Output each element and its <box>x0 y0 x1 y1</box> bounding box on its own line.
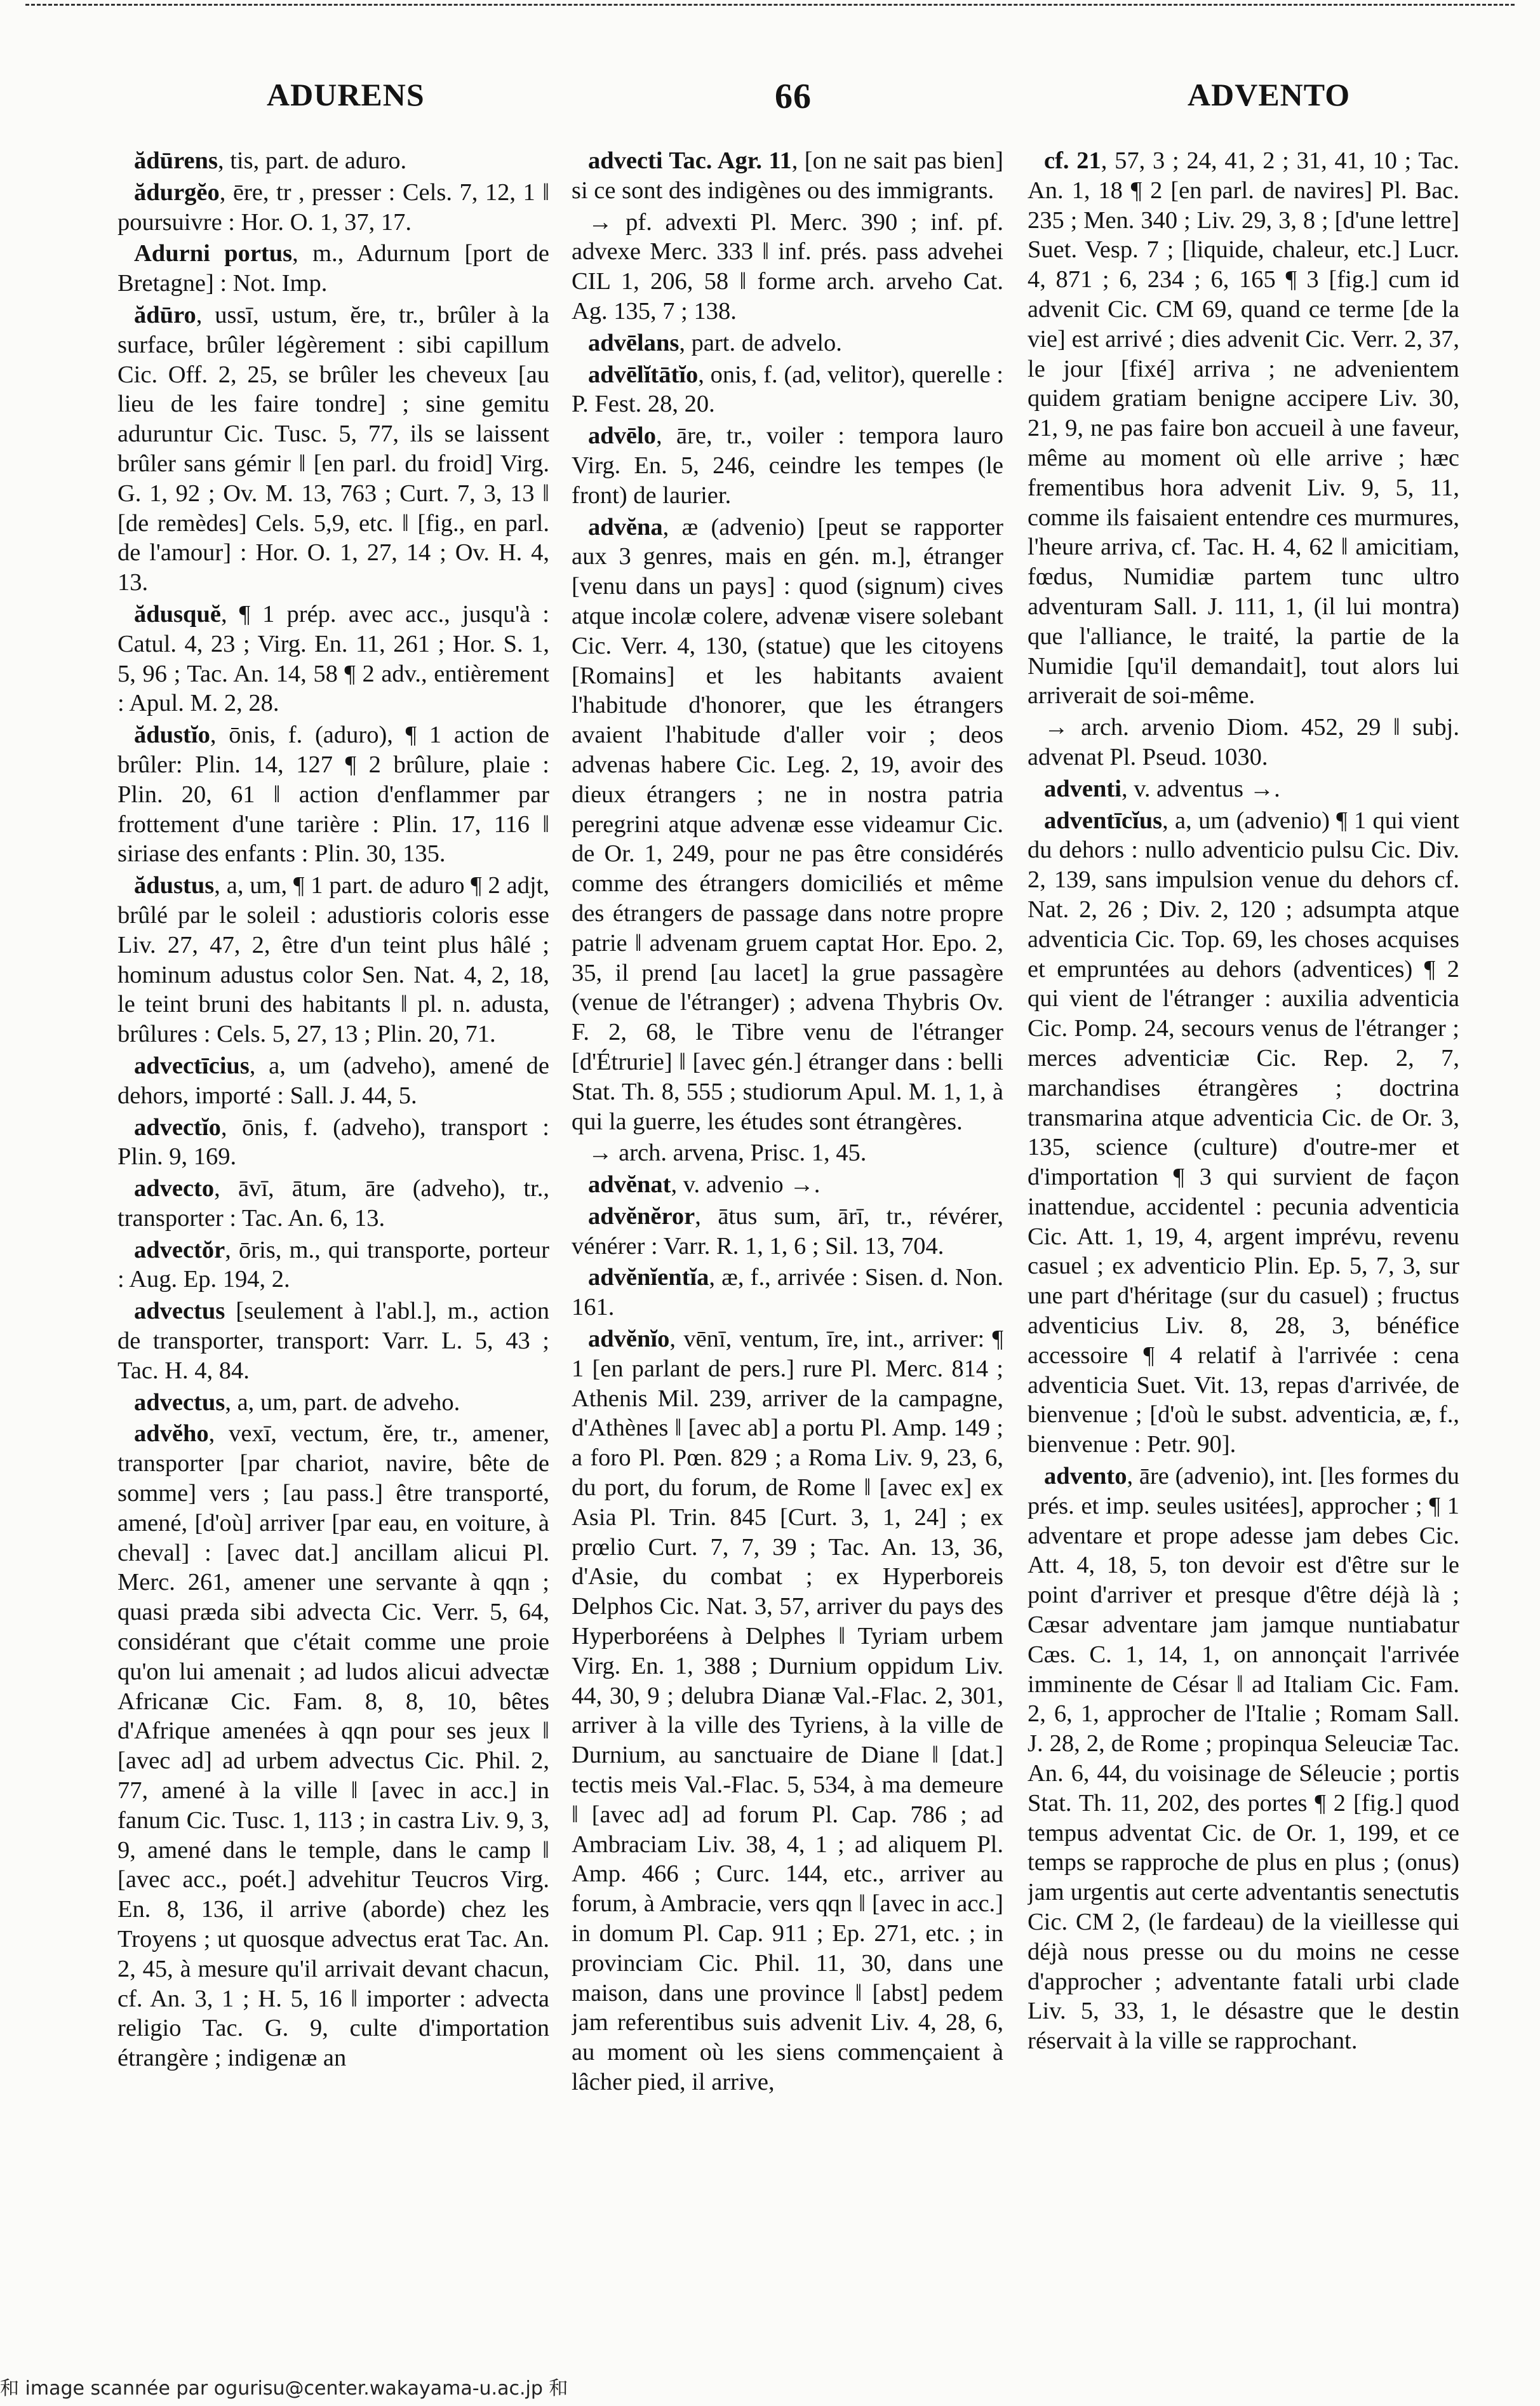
entry-headword: ădustus <box>134 872 215 899</box>
page-top-rule <box>25 4 1515 8</box>
entry-headword: ădūro <box>134 301 196 328</box>
dictionary-entry: advectīcius, a, um (adveho), amené de dehors, importé : Sall. J. 44, 5. <box>117 1052 549 1109</box>
dictionary-entry: advĕnat, v. advenio →. <box>588 1171 820 1199</box>
dictionary-entry: advēlans, part. de advelo. <box>588 329 842 356</box>
entry-headword: ădūrens <box>134 147 218 174</box>
entry-headword: advēlans <box>588 329 680 356</box>
dictionary-entry: advĕnĕror, ātus sum, ārī, tr., révérer, vénérer : Varr. R. 1, 1, 6 ; Sil. 13, 704. <box>572 1202 1003 1260</box>
entry-headword: advento <box>1044 1463 1127 1490</box>
dictionary-entry: advĕna, æ (advenio) [peut se rapporter aux 3 genres, mais en gén. m.], étranger [venu dans un pays] : quod (signum) cives atque incolæ colere, advenæ visere solebant Cic. Verr. 4, 130, (statue) que les citoyens [Romains] et les habitants avaient l'habitude d'honorer, que les étrangers avaient l'habitude d'aller voir ; deos advenas habere Cic. Leg. 2, 19, avoir des dieux étrangers ; ne in nostra patria peregrini atque advenæ esse videamur Cic. de Or. 1, 249, pour ne pas être considérés comme des étrangers domiciliés et même des étrangers de passage dans notre propre patrie ‖ advenam gruem captat Hor. Epo. 2, 35, il prend [au lacet] la grue passagère (venue de l'étranger) ; advena Thybris Ov. F. 2, 68, le Tibre venu de l'étranger [d'Étrurie] ‖ [avec gén.] étranger dans : belli Stat. Th. 8, 555 ; studiorum Apul. M. 1, 1, à qui la guerre, les études sont étrangères. <box>572 513 1003 1135</box>
dictionary-entry: cf. 21, 57, 3 ; 24, 41, 2 ; 31, 41, 10 ; Tac. An. 1, 18 ¶ 2 [en parl. de navires] Pl. Bac. 235 ; Men. 340 ; Liv. 29, 3, 8 ; [d'une lettre] Suet. Vesp. 7 ; [liquide, chaleur, etc.] Lucr. 4, 871 ; 6, 234 ; 6, 165 ¶ 3 [fig.] cum id advenit Cic. CM 69, quand ce terme [de la vie] est arrivé ; dies advenit Cic. Verr. 2, 37, le jour [fixé] arriva ; ne advenientem quidem gratiam benigne accipere Liv. 30, 21, 9, ne pas faire bon accueil à une faveur, même au moment où elle arrive ; hæc frementibus hora advenit Liv. 9, 5, 11, comme ils faisaient entendre ces murmures, l'heure arriva, cf. Tac. H. 4, 62 ‖ amicitiam, fœdus, Numidiæ partem tunc ultro adventuram Sall. J. 111, 1, (il lui montra) que l'alliance, le traité, la partie de la Numidie [qu'il demandait], tout alors lui arriverait de soi-même. <box>1028 147 1459 709</box>
entry-headword: advecti Tac. Agr. 11 <box>588 147 792 174</box>
scan-credit: 和 image scannée par ogurisu@center.wakayama-u.ac.jp 和 <box>0 2377 568 2400</box>
entry-headword: advĕna <box>588 513 663 541</box>
entry-headword: ădusquĕ <box>134 600 221 628</box>
dictionary-column-3 <box>1028 146 1459 2350</box>
entry-headword: advectus <box>134 1298 236 1325</box>
entry-headword: advectīcius <box>134 1052 250 1079</box>
dictionary-entry: advectĭo, ōnis, f. (adveho), transport : Plin. 9, 169. <box>117 1113 549 1171</box>
entry-headword: Adurni portus <box>134 240 293 267</box>
entry-headword: advĕnĭentĭa <box>588 1264 709 1291</box>
dictionary-column-2 <box>572 146 1003 2350</box>
dictionary-entry: → arch. arvena, Prisc. 1, 45. <box>588 1139 867 1167</box>
dictionary-entry: advento, āre (advenio), int. [les formes du prés. et imp. seules usitées], approcher ; ¶ 1 adventare et prope adesse jam debes Cic. Att. 4, 18, 5, ton devoir est d'être sur le point d'arriver et presque d'être déjà là ; Cæsar adventare jam jamque nuntiabatur Cæs. C. 1, 14, 1, on annonçait l'arrivée imminente de César ‖ ad Italiam Cic. Fam. 2, 6, 1, approcher de l'Italie ; Romam Sall. J. 28, 2, de Rome ; propinqua Seleuciæ Tac. An. 6, 44, du voisinage de Séleucie ; portis Stat. Th. 11, 202, des portes ¶ 2 [fig.] quod tempus adventat Cic. de Or. 1, 199, et ce temps se rapproche de plus en plus ; (onus) jam urgentis aut certe adventantis senectutis Cic. CM 2, (le fardeau) de la vieillesse qui déjà nous presse ou du moins ne cesse d'approcher ; adventante fatali urbi clade Liv. 5, 33, 1, le désastre que le destin réservait à la ville se rapprochant. <box>1028 1463 1459 2055</box>
dictionary-entry: advēlĭtātĭo, onis, f. (ad, velitor), querelle : P. Fest. 28, 20. <box>572 361 1003 418</box>
dictionary-entry: adventīcĭus, a, um (advenio) ¶ 1 qui vient du dehors : nullo adventicio pulsu Cic. Div. 2, 139, sans impulsion venue du dehors cf. Nat. 2, 26 ; Div. 2, 120 ; adsumpta atque adventicia Cic. Top. 69, les choses acquises et empruntées au dehors (adventices) ¶ 2 qui vient de l'étranger : auxilia adventicia Cic. Pomp. 24, secours venus de l'étranger ; merces adventiciæ Cic. Rep. 2, 7, marchandises étrangères ; doctrina transmarina atque adventicia Cic. de Or. 3, 135, science (culture) d'outre-mer et d'importation ¶ 3 qui survient de façon inattendue, accidentel : pecunia adventicia Cic. Att. 1, 19, 4, argent imprévu, revenu casuel ; ex adventicio Plin. Ep. 5, 7, 3, sur une part d'héritage (sur du casuel) ; fructus adventicius Liv. 8, 28, 3, bénéfice accessoire ¶ 4 relatif à l'arrivée : cena adventicia Suet. Vit. 13, repas d'arrivée, de bienvenue ; [d'où le subst. adventicia, æ, f., bienvenue : Petr. 90]. <box>1028 807 1459 1458</box>
entry-headword: advĕnat <box>588 1171 671 1199</box>
dictionary-entry: advectŏr, ōris, m., qui transporte, porteur : Aug. Ep. 194, 2. <box>117 1236 549 1293</box>
dictionary-entry: advĕnĭo, vēnī, ventum, īre, int., arriver: ¶ 1 [en parlant de pers.] rure Pl. Merc. 814 ; Athenis Mil. 239, arriver de la campagne, d'Athènes ‖ [avec ab] a portu Pl. Amp. 149 ; a foro Pl. Pœn. 829 ; a Roma Liv. 9, 23, 6, du port, du forum, de Rome ‖ [avec ex] ex Asia Pl. Trin. 845 [Curt. 3, 1, 24] ; ex prœlio Curt. 7, 7, 39 ; Tac. An. 13, 36, d'Asie, du combat ; ex Hyperboreis Delphos Cic. Nat. 3, 57, arriver du pays des Hyperboréens à Delphes ‖ Tyriam urbem Virg. En. 1, 388 ; Durnium oppidum Liv. 44, 30, 9 ; delubra Dianæ Val.-Flac. 2, 301, arriver à la ville des Tyriens, à la ville de Durnium, au sanctuaire de Diane ‖ [dat.] tectis meis Val.-Flac. 5, 534, à ma demeure ‖ [avec ad] ad forum Pl. Cap. 786 ; ad Ambraciam Liv. 38, 4, 1 ; ad aliquem Pl. Amp. 466 ; Curc. 144, etc., arriver au forum, à Ambracie, vers qqn ‖ [avec in acc.] in domum Pl. Cap. 911 ; Ep. 271, etc. ; in provinciam Cic. Phil. 11, 30, dans une maison, dans une province ‖ [abst] pedem jam referentibus suis advenit Liv. 4, 28, 6, au moment où les siens commençaient à lâcher pied, il arrive, <box>572 1326 1003 2095</box>
entry-headword: adventīcĭus <box>1044 807 1163 834</box>
dictionary-entry: ădurgĕo, ēre, tr , presser : Cels. 7, 12, 1 ‖ poursuivre : Hor. O. 1, 37, 17. <box>117 178 549 236</box>
entry-headword: advĕnĕror <box>588 1202 695 1230</box>
entry-headword: cf. 21 <box>1044 147 1101 174</box>
dictionary-entry: ădusquĕ, ¶ 1 prép. avec acc., jusqu'à : Catul. 4, 23 ; Virg. En. 11, 261 ; Hor. S. 1, 5, 96 ; Tac. An. 14, 58 ¶ 2 adv., entièrement : Apul. M. 2, 28. <box>117 600 549 717</box>
entry-headword: advectŏr <box>134 1236 225 1263</box>
dictionary-column-1 <box>117 146 549 2350</box>
entry-headword: advĕnĭo <box>588 1326 670 1353</box>
dictionary-entry: → arch. arvenio Diom. 452, 29 ‖ subj. advenat Pl. Pseud. 1030. <box>1028 714 1459 770</box>
dictionary-entry: ădūrens, tis, part. de aduro. <box>134 147 407 174</box>
dictionary-entry: ădūro, ussī, ustum, ĕre, tr., brûler à la surface, brûler légèrement : sibi capillum Cic. Off. 2, 25, se brûler les cheveux [au lieu de les faire tondre] ; sine gemitu aduruntur Cic. Tusc. 5, 77, ils se laissent brûler sans gémir ‖ [en parl. du froid] Virg. G. 1, 92 ; Ov. M. 13, 763 ; Curt. 7, 3, 13 ‖ [de remèdes] Cels. 5,9, etc. ‖ [fig., en parl. de l'amour] : Hor. O. 1, 27, 14 ; Ov. H. 4, 13. <box>117 301 549 596</box>
entry-headword: advēlo <box>588 422 656 450</box>
dictionary-entry: ădustus, a, um, ¶ 1 part. de aduro ¶ 2 adjt, brûlé par le soleil : adustioris coloris esse Liv. 27, 47, 2, être d'un teint plus hâlé ; hominum adustus color Sen. Nat. 4, 2, 18, le teint bruni des habitants ‖ pl. n. adusta, brûlures : Cels. 5, 27, 13 ; Plin. 20, 71. <box>117 872 549 1048</box>
dictionary-entry: advecti Tac. Agr. 11, [on ne sait pas bien] si ce sont des indigènes ou des immigrants. <box>572 147 1003 204</box>
header-left-guide-word: ADURENS <box>267 77 425 112</box>
entry-headword: advēlĭtātĭo <box>588 361 699 388</box>
dictionary-entry: advectus [seulement à l'abl.], m., action de transporter, transport: Varr. L. 5, 43 ; Tac. H. 4, 84. <box>117 1298 549 1384</box>
entry-headword: advecto <box>134 1175 215 1202</box>
header-right-guide-word: ADVENTO <box>1188 77 1351 112</box>
entry-headword: advĕho <box>134 1420 209 1448</box>
page-header <box>0 76 1540 127</box>
dictionary-entry: advectus, a, um, part. de adveho. <box>134 1388 460 1416</box>
entry-headword: ădurgĕo <box>134 178 220 206</box>
dictionary-entry: advĕho, vexī, vectum, ĕre, tr., amener, transporter [par chariot, navire, bête de somme] vers ; [au pass.] être transporté, amené, [d'où] arriver [par eau, en voiture, à cheval] : [avec dat.] ancillam alicui Pl. Merc. 261, amener une servante à qqn ; quasi præda sibi advecta Cic. Verr. 5, 64, considérant que c'était comme une proie qu'on lui amenait ; ad ludos alicui advectæ Africanæ Cic. Fam. 8, 8, 10, bêtes d'Afrique amenées à qqn pour ses jeux ‖ [avec ad] ad urbem advectus Cic. Phil. 2, 77, amené à la ville ‖ [avec in acc.] in fanum Cic. Tusc. 1, 113 ; in castra Liv. 9, 3, 9, amené dans le temple, dans le camp ‖ [avec acc., poét.] advehitur Teucros Virg. En. 8, 136, il arrive (aborde) chez les Troyens ; ut quosque advectus erat Tac. An. 2, 45, à mesure qu'il arrivait devant chacun, cf. An. 3, 1 ; H. 5, 16 ‖ importer : advecta religio Tac. G. 9, culte d'importation étrangère ; indigenæ an <box>117 1420 549 2072</box>
dictionary-entry: ădustĭo, ōnis, f. (aduro), ¶ 1 action de brûler: Plin. 14, 127 ¶ 2 brûlure, plaie : Plin. 20, 61 ‖ action d'enflammer par frottement d'une tarière : Plin. 17, 116 ‖ siriase des enfants : Plin. 30, 135. <box>117 722 549 868</box>
entry-headword: advectus <box>134 1388 225 1416</box>
entry-headword: ădustĭo <box>134 722 210 749</box>
dictionary-entry: advĕnĭentĭa, æ, f., arrivée : Sisen. d. Non. 161. <box>572 1264 1003 1321</box>
page-number: 66 <box>775 77 812 116</box>
entry-headword: advectĭo <box>134 1113 221 1141</box>
dictionary-entry: → pf. advexti Pl. Merc. 390 ; inf. pf. advexe Merc. 333 ‖ inf. prés. pass advehei CIL 1, 206, 58 ‖ forme arch. arveho Cat. Ag. 135, 7 ; 138. <box>572 208 1003 325</box>
entry-headword: adventi <box>1044 775 1122 802</box>
dictionary-entry: advecto, āvī, ātum, āre (adveho), tr., transporter : Tac. An. 6, 13. <box>117 1175 549 1232</box>
dictionary-entry: adventi, v. adventus →. <box>1044 775 1280 802</box>
dictionary-entry: Adurni portus, m., Adurnum [port de Bretagne] : Not. Imp. <box>117 240 549 297</box>
dictionary-entry: advēlo, āre, tr., voiler : tempora lauro Virg. En. 5, 246, ceindre les tempes (le front) de laurier. <box>572 422 1003 509</box>
